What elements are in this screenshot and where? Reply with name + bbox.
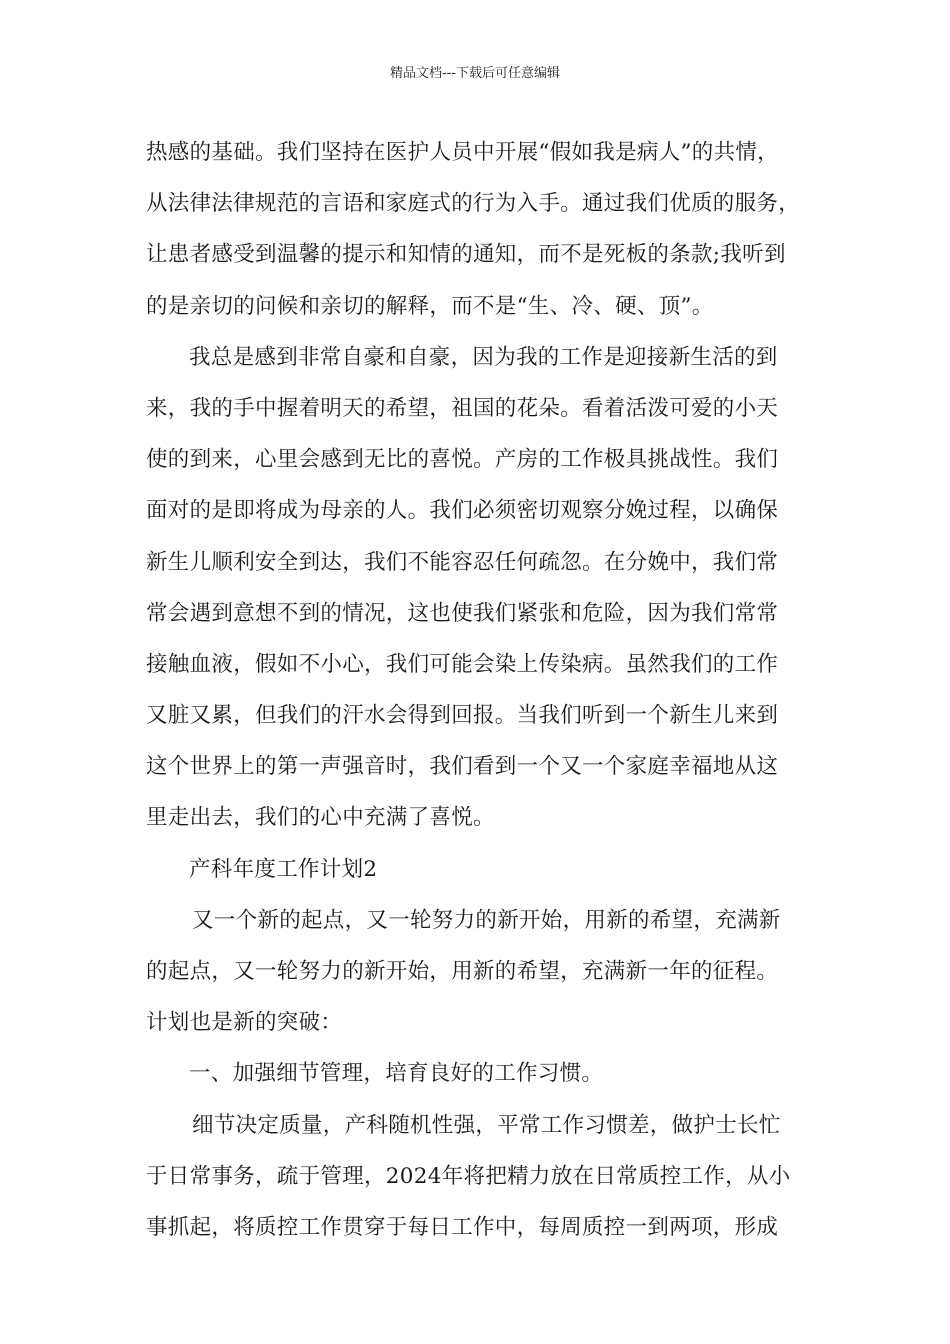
text-line: 接触血液，假如不小心，我们可能会染上传染病。虽然我们的工作 bbox=[146, 651, 779, 677]
text-line: 来，我的手中握着明天的希望，祖国的花朵。看着活泼可爱的小天 bbox=[146, 395, 779, 421]
section-heading: 产科年度工作计划2 bbox=[189, 856, 378, 882]
text-line: 从法律法律规范的言语和家庭式的行为入手。通过我们优质的服务， bbox=[146, 191, 801, 217]
text-line: 常会遇到意想不到的情况，这也使我们紧张和危险，因为我们常常 bbox=[146, 600, 779, 626]
paragraph-start-line: 又一个新的起点，又一轮努力的新开始，用新的希望，充满新 bbox=[192, 907, 781, 933]
text-line: 于日常事务，疏于管理，2024年将把精力放在日常质控工作，从小 bbox=[146, 1163, 791, 1189]
text-line: 使的到来，心里会感到无比的喜悦。产房的工作极具挑战性。我们 bbox=[146, 447, 779, 473]
page-header: 精品文档---下载后可任意编辑 bbox=[389, 66, 561, 81]
text-line: 面对的是即将成为母亲的人。我们必须密切观察分娩过程，以确保 bbox=[146, 498, 779, 524]
subsection-heading: 一、加强细节管理，培育良好的工作习惯。 bbox=[189, 1061, 604, 1087]
text-line: 计划也是新的突破： bbox=[146, 1010, 343, 1036]
text-line: 让患者感受到温馨的提示和知情的通知，而不是死板的条款;我听到 bbox=[146, 242, 786, 268]
text-line: 这个世界上的第一声强音时，我们看到一个又一个家庭幸福地从这 bbox=[146, 754, 779, 780]
text-line: 的起点，又一轮努力的新开始，用新的希望，充满新一年的征程。 bbox=[146, 959, 779, 984]
text-line: 又脏又累，但我们的汗水会得到回报。当我们听到一个新生儿来到 bbox=[146, 703, 779, 729]
text-line: 新生儿顺利安全到达，我们不能容忍任何疏忽。在分娩中，我们常 bbox=[146, 549, 779, 575]
paragraph-start-line: 细节决定质量，产科随机性强，平常工作习惯差，做护士长忙 bbox=[192, 1112, 781, 1138]
text-line: 的是亲切的问候和亲切的解释，而不是“生、冷、硬、顶”。 bbox=[146, 293, 714, 319]
text-line: 事抓起，将质控工作贯穿于每日工作中，每周质控一到两项，形成 bbox=[146, 1214, 779, 1240]
paragraph-start-line: 我总是感到非常自豪和自豪，因为我的工作是迎接新生活的到 bbox=[189, 344, 778, 370]
text-line: 里走出去，我们的心中充满了喜悦。 bbox=[146, 805, 495, 831]
document-body bbox=[146, 127, 826, 1253]
text-line: 热感的基础。我们坚持在医护人员中开展“假如我是病人”的共情， bbox=[146, 140, 779, 165]
